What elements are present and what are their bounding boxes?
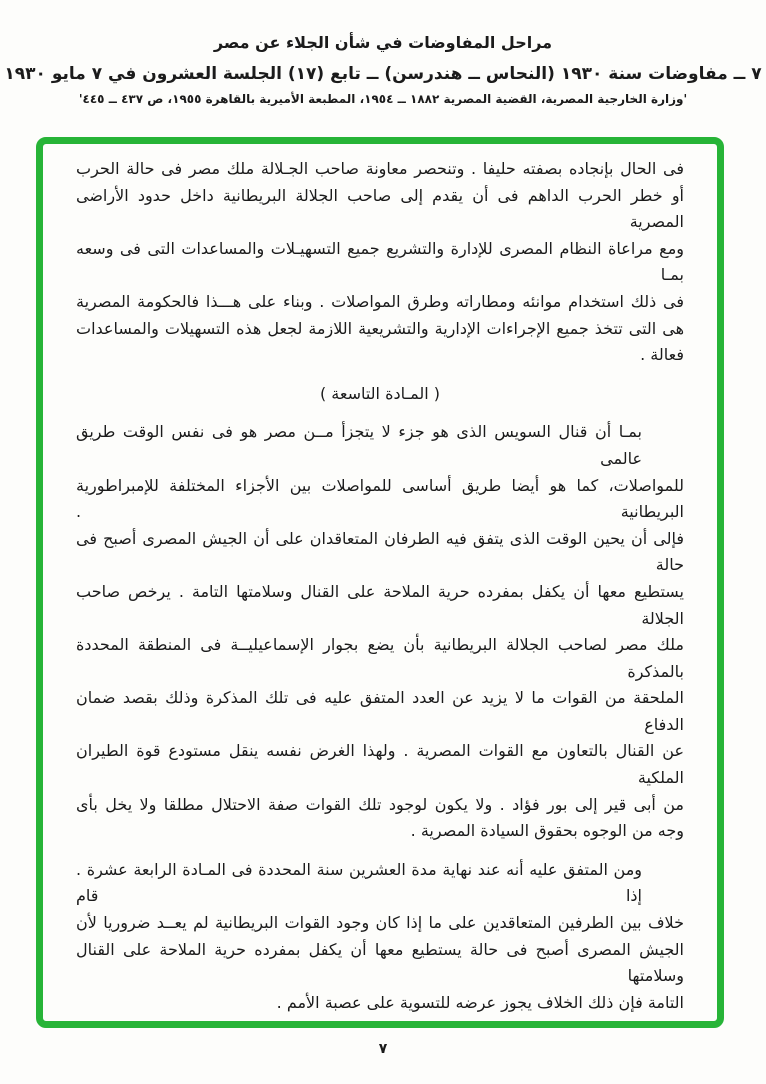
text-line: بمـا أن قنال السويس الذى هو جزء لا يتجزأ مــن مصر هو فى نفس الوقت طريق عالمى: [76, 422, 642, 468]
document-header: [0, 0, 766, 106]
page-number: ٧: [378, 1041, 388, 1057]
article-heading-nine: ( المـادة التاسعة ): [319, 383, 441, 403]
text-line: ومن المتفق عليه أنه عند نهاية مدة العشرين سنة المحددة فى المـادة الرابعة عشرة . إذا قام: [76, 859, 642, 906]
text-line: هى التى تتخذ جميع الإجراءات الإدارية والتشريعية اللازمة لجعل هذه التسهيلات والمساعدات فعالة .: [76, 318, 684, 365]
text-line: فى الحال بإنجاده بصفته حليفا . وتنحصر معاونة صاحب الجـلالة ملك مصر فى حالة الحرب: [76, 159, 684, 178]
text-line: ومع مراعاة النظام المصرى للإدارة والتشريع جميع التسهيـلات والمساعدات التى فى وسعه بمـا: [76, 238, 684, 285]
text-line: وجه من الوجوه بحقوق السيادة المصرية .: [410, 821, 684, 841]
text-line: فإلى أن يحين الوقت الذى يتفق فيه الطرفان المتعاقدان على أن الجيش المصرى أصبح فى حالة: [76, 528, 684, 575]
paragraph: [76, 156, 684, 369]
document-body: [43, 144, 717, 1021]
text-line: فى ذلك استخدام موانئه ومطاراته وطرق المواصلات . وبناء على هـــذا فالحكومة المصرية: [76, 291, 684, 311]
text-line: الملحقة من القوات ما لا يزيد عن العدد المتفق عليه فى تلك المذكرة وذلك بقصد ضمان الدفاع: [76, 688, 684, 734]
highlight-box: [36, 137, 724, 1028]
text-line: التامة فإن ذلك الخلاف يجوز عرضه للتسوية على عصبة الأمم .: [276, 992, 684, 1012]
paragraph: [76, 419, 684, 845]
source-citation: 'وزارة الخارجية المصرية، القضية المصرية ١٨٨٢ ــ ١٩٥٤، المطبعة الأميرية بالقاهرة ١٩٥٥، ص ٤٣٧ ــ ٤٤٥': [78, 92, 688, 106]
page-subtitle: ٧ ــ مفاوضات سنة ١٩٣٠ (النحاس ــ هندرسن) ــ تابع (١٧) الجلسة العشرون في ٧ مايو ١٩٣٠: [4, 64, 762, 84]
text-line: للمواصلات، كما هو أيضا طريق أساسى للمواصلات بين الأجزاء المختلفة للإمبراطورية البريطانية .: [76, 475, 684, 522]
text-line: أو خطر الحرب الداهم فى أن يقدم إلى صاحب الجلالة البريطانية داخل حدود الأراضى المصرية: [76, 185, 684, 232]
text-line: عن القنال بالتعاون مع القوات المصرية . ولهذا الغرض نفسه ينقل مستودع قوة الطيران الملكية: [76, 741, 684, 788]
text-line: ملك مصر لصاحب الجلالة البريطانية بأن يضع بجوار الإسماعيليــة فى المنطقة المحددة بالمذكرة: [76, 635, 684, 681]
text-line: الجيش المصرى أصبح فى حالة يستطيع معها أن يكفل بمفرده حرية الملاحة على القنال وسلامتها: [76, 939, 684, 986]
page-title: مراحل المفاوضات في شأن الجلاء عن مصر: [213, 33, 553, 52]
text-line: من أبى قير إلى بور فؤاد . ولا يكون لوجود تلك القوات صفة الاحتلال مطلقا ولا يخل بأى: [76, 794, 684, 814]
paragraph: [76, 857, 684, 1017]
text-line: خلاف بين الطرفين المتعاقدين على ما إذا كان وجود القوات البريطانية لم يعــد ضروريا لأن: [76, 913, 684, 933]
text-line: يستطيع معها أن يكفل بمفرده حرية الملاحة على القنال وسلامتها التامة . يرخص صاحب الجلالة: [76, 581, 684, 628]
